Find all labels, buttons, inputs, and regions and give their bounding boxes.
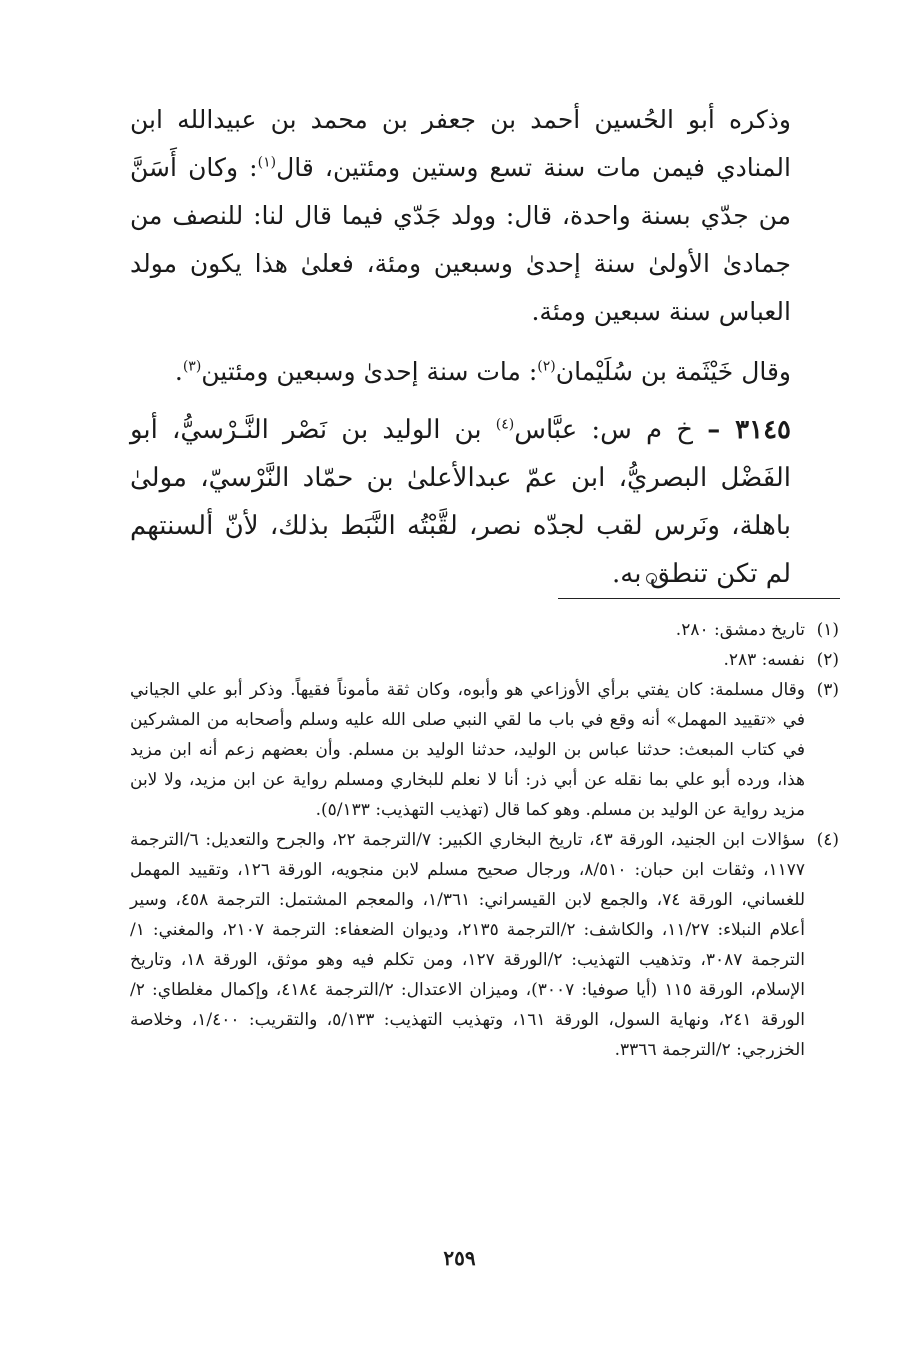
paragraph-1-continuation: : وكان أَسَنَّ من جدّي بسنة واحدة، قال: وولد جَدّي فيما قال لنا: للنصف من جمادىٰ الأولىٰ سنة إحدىٰ وسبعين ومئة، فعلىٰ هذا يكون مولد العباس سنة سبعين ومئة.	[130, 153, 791, 326]
footnote-4	[130, 825, 839, 1065]
footnote-text: سؤالات ابن الجنيد، الورقة ٤٣، تاريخ البخاري الكبير: ٧/الترجمة ٢٢، والجرح والتعديل: ٦/الترجمة ١١٧٧، وثقات ابن حبان: ٨/٥١٠، ورجال صحيح مسلم لابن منجويه، الورقة ١٢٦، وتقييد المهمل للغساني، الورقة ٧٤، والجمع لابن القيسراني: ١/٣٦١، والمعجم المشتمل: الترجمة ٤٥٨، وسير أعلام النبلاء: ١١/٢٧، والكاشف: ٢/الترجمة ٢١٣٥، وديوان الضعفاء: الترجمة ٢١٠٧، والمغني: ١/الترجمة ٣٠٨٧، وتذهيب التهذيب: ٢/الورقة ١٢٧، ومن تكلم فيه وهو موثق، الورقة ١٨، وتاريخ الإسلام، الورقة ١١٥ (أيا صوفيا: ٣٠٠٧)، وميزان الاعتدال: ٢/الترجمة ٤١٨٤، وإكمال مغلطاي: ٢/الورقة ٢٤١، ونهاية السول، الورقة ١٦١، وتهذيب التهذيب: ٥/١٣٣، والتقريب: ١/٤٠٠، وخلاصة الخزرجي: ٢/الترجمة ٣٣٦٦.	[130, 830, 806, 1060]
paragraph-2	[130, 348, 791, 396]
footnote-number: (٤)	[816, 830, 839, 850]
footnote-text: تاريخ دمشق: ٢٨٠.	[675, 620, 805, 640]
biography-entry	[130, 406, 791, 598]
page-number: ٢٥٩	[443, 1246, 476, 1270]
main-text	[130, 96, 791, 598]
paragraph-1-text: وذكره أبو الحُسين أحمد بن جعفر بن محمد بن عبيدالله ابن المنادي فيمن مات سنة تسع وستين ومئتين، قال	[130, 105, 791, 182]
footnote-ref-4: (٤)	[495, 416, 515, 433]
entry-text-b: بن الوليد بن نَصْر النَّـرْسيُّ، أبو الفَضْل البصريُّ، ابن عمّ عبدالأعلىٰ بن حمّاد النَّرْسيّ، مولىٰ باهلة، ونَرس لقب لجدّه نصر، لقَّبْتُه النَّبَط بذلك، لأنّ ألسنتهم لم تكن تنطق به.	[130, 415, 791, 589]
footnote-divider	[558, 598, 840, 599]
circle-ornament-icon	[646, 573, 657, 584]
footnote-1	[130, 615, 839, 645]
entry-number: ٣١٤٥ –	[707, 415, 791, 445]
paragraph-1	[130, 96, 791, 336]
footnote-text: نفسه: ٢٨٣.	[723, 650, 805, 670]
entry-text-a: خ م س: عبَّاس	[514, 415, 708, 445]
paragraph-2-text-c: .	[174, 357, 183, 386]
footnote-text: وقال مسلمة: كان يفتي برأي الأوزاعي هو وأبوه، وكان ثقة مأموناً فقيهاً. وذكر أبو علي الجياني في «تقييد المهمل» أنه وقع في باب ما لقي النبي صلى الله عليه وسلم وأصحابه من المشركين في كتاب المبعث: حدثنا عباس بن الوليد، حدثنا الوليد بن مسلم. وأن بعضهم زعم أنه ابن مزيد هذا، ورده أبو علي بما نقله عن أبي ذر: أنا لا نعلم للبخاري ومسلم رواية عن ابن مزيد، ولا لابن مزيد رواية عن الوليد بن مسلم. وهو كما قال (تهذيب التهذيب: ٥/١٣٣).	[130, 680, 805, 820]
footnote-number: (٣)	[816, 680, 839, 700]
footnote-2	[130, 645, 839, 675]
footnote-ref-3: (٣)	[182, 358, 202, 375]
footnote-ref-1: (١)	[257, 154, 277, 171]
paragraph-2-text-a: وقال خَيْثَمة بن سُلَيْمان	[555, 357, 791, 386]
footnote-number: (١)	[816, 620, 839, 640]
footnotes-section	[130, 615, 839, 1065]
paragraph-2-text-b: : مات سنة إحدىٰ وسبعين ومئتين	[201, 357, 538, 386]
footnote-ref-2: (٢)	[537, 358, 556, 375]
footnote-3	[130, 675, 839, 825]
footnote-number: (٢)	[816, 650, 839, 670]
